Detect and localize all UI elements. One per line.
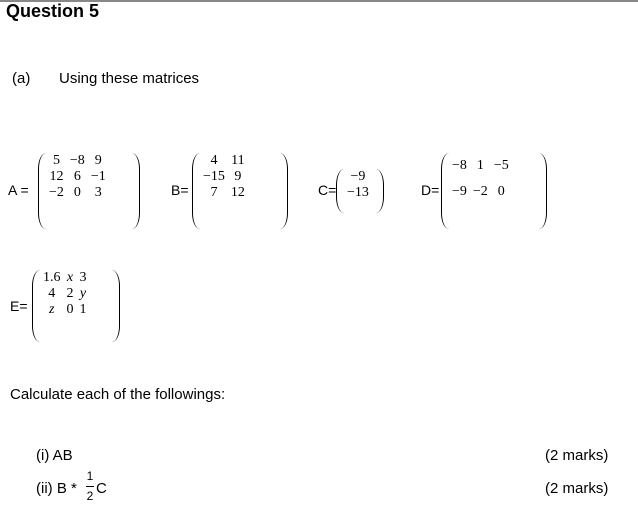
matrix-cell: 9 [234, 169, 242, 184]
matrix-cell: 3 [79, 270, 87, 285]
matrix-cell: 3 [94, 185, 102, 200]
matrix-cell: x [66, 270, 74, 285]
matrix-d-label: D= [421, 182, 440, 198]
matrix-cell: 1 [476, 158, 484, 173]
matrix-cell: 2 [66, 286, 74, 301]
subquestion-i-label: (i) AB [36, 447, 73, 464]
matrix-cell: 7 [210, 185, 218, 200]
matrix-cell: 12 [49, 169, 64, 184]
fraction-denominator: 2 [86, 489, 94, 503]
matrix-cell: −15 [203, 169, 225, 184]
matrix-cell: 6 [73, 169, 81, 184]
calculate-instruction: Calculate each of the followings: [10, 386, 226, 403]
matrix-cell: 12 [230, 185, 245, 200]
matrix-b-label: B= [171, 182, 189, 198]
matrix-cell: −2 [49, 185, 64, 200]
matrix-e [32, 270, 120, 342]
matrix-cell: −2 [472, 184, 488, 199]
matrix-cell: −1 [90, 169, 106, 184]
matrix-cell: 5 [52, 153, 60, 168]
matrix-c [336, 169, 384, 213]
matrix-e-label: E= [10, 298, 28, 314]
matrix-cell: −5 [493, 158, 509, 173]
fraction-numerator: 1 [86, 469, 94, 483]
subquestion-i-marks: (2 marks) [545, 447, 609, 464]
subquestion-ii-marks: (2 marks) [545, 480, 609, 497]
matrix-cell: z [49, 302, 55, 317]
subquestion-ii-suffix: C [96, 480, 107, 497]
matrix-cell: 11 [231, 153, 245, 168]
matrix-cell: −13 [347, 185, 369, 200]
matrix-cell: 9 [94, 153, 102, 168]
matrix-cell: 0 [73, 185, 81, 200]
matrix-cell: 1.6 [43, 270, 61, 285]
matrix-a [38, 153, 140, 229]
matrix-cell: −9 [350, 169, 366, 184]
subquestion-ii-label: (ii) B * [36, 480, 77, 497]
matrix-cell: 0 [66, 302, 74, 317]
matrix-cell: 4 [48, 286, 56, 301]
matrix-cell: −9 [452, 184, 467, 199]
question-title: Question 5 [6, 1, 100, 21]
matrix-cell: 4 [210, 153, 218, 168]
matrix-d [441, 153, 547, 229]
matrix-b [192, 153, 288, 229]
matrix-cell: y [79, 286, 87, 301]
matrix-cell: −8 [452, 158, 467, 173]
fraction-bar [86, 486, 94, 487]
matrix-a-label: A = [8, 182, 29, 198]
matrix-cell: −8 [69, 153, 85, 168]
matrix-c-label: C= [318, 182, 337, 198]
intro-text: Using these matrices [59, 70, 200, 87]
matrix-cell: 1 [79, 302, 87, 317]
matrix-cell: 0 [497, 184, 505, 199]
part-label: (a) [12, 70, 31, 87]
